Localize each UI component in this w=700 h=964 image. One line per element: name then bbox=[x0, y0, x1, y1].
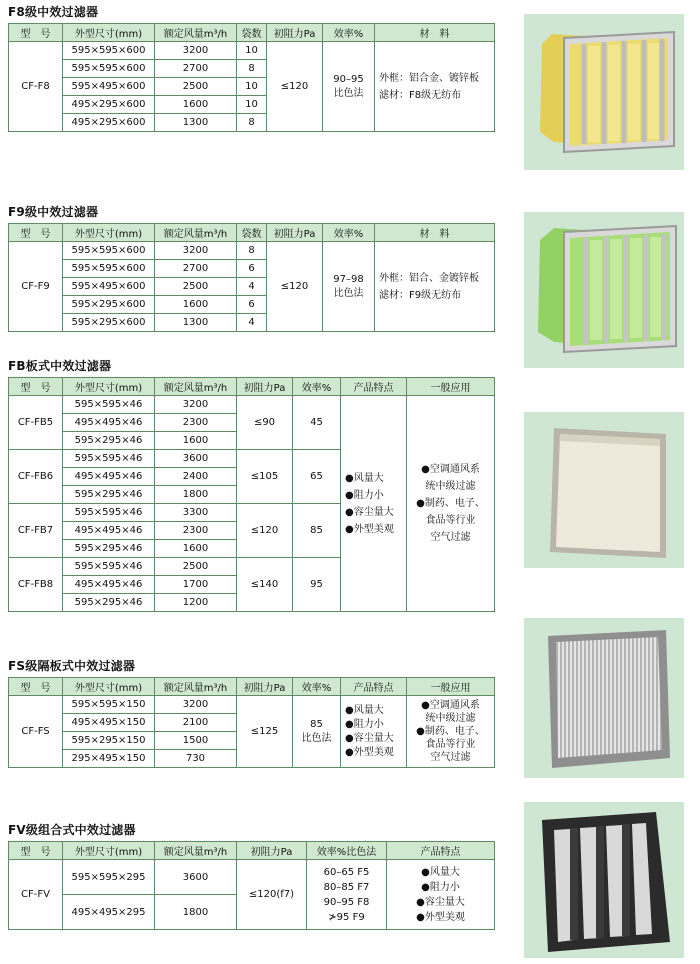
f9-section bbox=[8, 204, 495, 332]
resistance-cell: ≤120 bbox=[237, 504, 293, 558]
size-cell: 595×495×600 bbox=[63, 278, 155, 296]
header-flow: 额定风量m³/h bbox=[155, 842, 237, 860]
size-cell: 495×495×46 bbox=[63, 414, 155, 432]
size-cell: 595×295×600 bbox=[63, 314, 155, 332]
feature-item: ●外型美观 bbox=[345, 746, 394, 758]
efficiency-item: 90–95 F8 bbox=[323, 896, 370, 908]
size-cell: 495×295×600 bbox=[63, 96, 155, 114]
flow-cell: 3300 bbox=[155, 504, 237, 522]
resistance-cell: ≤105 bbox=[237, 450, 293, 504]
efficiency-value: 97–98 bbox=[333, 273, 364, 285]
application-item: 食品等行业 bbox=[425, 515, 476, 526]
flow-cell: 1200 bbox=[155, 594, 237, 612]
feature-item: ●风量大 bbox=[421, 866, 460, 878]
flow-cell: 1300 bbox=[155, 114, 237, 132]
efficiency-value: 90–95 bbox=[333, 73, 364, 85]
size-cell: 595×595×600 bbox=[63, 42, 155, 60]
flow-cell: 1500 bbox=[155, 732, 237, 750]
header-applications: 一般应用 bbox=[407, 378, 495, 396]
fs-title: FS级隔板式中效过滤器 bbox=[8, 659, 136, 673]
flow-cell: 1800 bbox=[155, 486, 237, 504]
features-cell bbox=[341, 696, 407, 768]
resistance-cell: ≤125 bbox=[237, 696, 293, 768]
resistance-cell: ≤120(f7) bbox=[237, 860, 307, 930]
fv-table bbox=[8, 841, 495, 930]
size-cell: 595×295×600 bbox=[63, 296, 155, 314]
feature-item: ●阻力小 bbox=[345, 718, 384, 730]
size-cell: 595×295×46 bbox=[63, 594, 155, 612]
size-cell: 595×295×46 bbox=[63, 486, 155, 504]
flow-cell: 1300 bbox=[155, 314, 237, 332]
size-cell: 595×595×150 bbox=[63, 696, 155, 714]
header-size: 外型尺寸(mm) bbox=[63, 24, 155, 42]
header-features: 产品特点 bbox=[341, 378, 407, 396]
efficiency-cell: 45 bbox=[293, 396, 341, 450]
fs-header-row bbox=[9, 678, 495, 696]
model-cell: CF-FB6 bbox=[9, 450, 63, 504]
table-row bbox=[9, 242, 495, 260]
header-resistance: 初阻力Pa bbox=[267, 24, 323, 42]
efficiency-cell bbox=[323, 242, 375, 332]
feature-item: ●外型美观 bbox=[416, 911, 465, 923]
flow-cell: 2300 bbox=[155, 522, 237, 540]
flow-cell: 3600 bbox=[155, 450, 237, 468]
features-cell bbox=[341, 396, 407, 612]
fb-header-row bbox=[9, 378, 495, 396]
flow-cell: 1600 bbox=[155, 540, 237, 558]
efficiency-item: ≯95 F9 bbox=[328, 911, 365, 923]
bags-cell: 6 bbox=[237, 260, 267, 278]
header-features: 产品特点 bbox=[387, 842, 495, 860]
material-frame: 外框：铝合金、镀锌板 bbox=[379, 72, 479, 84]
efficiency-cell: 95 bbox=[293, 558, 341, 612]
size-cell: 595×595×46 bbox=[63, 504, 155, 522]
fs-table bbox=[8, 677, 495, 768]
header-resistance: 初阻力Pa bbox=[237, 378, 293, 396]
bags-cell: 10 bbox=[237, 96, 267, 114]
model-cell: CF-FB7 bbox=[9, 504, 63, 558]
header-applications: 一般应用 bbox=[407, 678, 495, 696]
header-resistance: 初阻力Pa bbox=[237, 842, 307, 860]
header-efficiency: 效率% bbox=[323, 224, 375, 242]
material-cell bbox=[375, 42, 495, 132]
header-model: 型 号 bbox=[9, 24, 63, 42]
application-item: 空气过滤 bbox=[430, 532, 471, 543]
fv-combined-filter-image bbox=[524, 802, 684, 958]
fv-header-row bbox=[9, 842, 495, 860]
efficiency-method: 比色法 bbox=[301, 732, 332, 744]
size-cell: 595×595×600 bbox=[63, 260, 155, 278]
header-efficiency: 效率% bbox=[293, 678, 341, 696]
efficiency-method: 比色法 bbox=[333, 287, 364, 299]
resistance-cell: ≤140 bbox=[237, 558, 293, 612]
material-media: 滤材：F9级无纺布 bbox=[379, 289, 462, 301]
bags-cell: 10 bbox=[237, 42, 267, 60]
efficiency-value: 85 bbox=[310, 718, 323, 730]
size-cell: 595×595×46 bbox=[63, 396, 155, 414]
size-cell: 495×295×600 bbox=[63, 114, 155, 132]
efficiency-cell bbox=[323, 42, 375, 132]
bags-cell: 6 bbox=[237, 296, 267, 314]
header-model: 型 号 bbox=[9, 842, 63, 860]
header-material: 材 料 bbox=[375, 224, 495, 242]
header-flow: 额定风量m³/h bbox=[155, 224, 237, 242]
fs-separator-filter-image bbox=[524, 618, 684, 778]
f9-bag-filter-icon bbox=[524, 212, 684, 368]
bags-cell: 8 bbox=[237, 242, 267, 260]
feature-item: ●外型美观 bbox=[345, 523, 394, 535]
flow-cell: 3200 bbox=[155, 242, 237, 260]
header-size: 外型尺寸(mm) bbox=[63, 678, 155, 696]
model-cell: CF-F8 bbox=[9, 42, 63, 132]
material-cell bbox=[375, 242, 495, 332]
header-bags: 袋数 bbox=[237, 24, 267, 42]
size-cell: 595×295×46 bbox=[63, 540, 155, 558]
fs-separator-filter-icon bbox=[524, 618, 684, 778]
f8-table bbox=[8, 23, 495, 132]
header-bags: 袋数 bbox=[237, 224, 267, 242]
material-frame: 外框：铝合、金镀锌板 bbox=[379, 272, 479, 284]
f9-header-row bbox=[9, 224, 495, 242]
model-cell: CF-FB8 bbox=[9, 558, 63, 612]
features-cell bbox=[387, 860, 495, 930]
feature-item: ●容尘量大 bbox=[345, 732, 394, 744]
feature-item: ●风量大 bbox=[345, 704, 384, 716]
size-cell: 595×595×600 bbox=[63, 60, 155, 78]
flow-cell: 1700 bbox=[155, 576, 237, 594]
fb-panel-filter-icon bbox=[524, 412, 684, 568]
application-item: 空气过滤 bbox=[430, 752, 471, 763]
flow-cell: 2500 bbox=[155, 558, 237, 576]
feature-item: ●风量大 bbox=[345, 472, 384, 484]
size-cell: 495×495×46 bbox=[63, 522, 155, 540]
applications-cell bbox=[407, 696, 495, 768]
flow-cell: 2700 bbox=[155, 260, 237, 278]
feature-item: ●容尘量大 bbox=[345, 506, 394, 518]
application-item: 统中级过滤 bbox=[425, 713, 476, 724]
material-media: 滤材：F8级无纺布 bbox=[379, 89, 462, 101]
size-cell: 595×595×46 bbox=[63, 558, 155, 576]
feature-item: ●容尘量大 bbox=[416, 896, 465, 908]
header-model: 型 号 bbox=[9, 678, 63, 696]
bags-cell: 4 bbox=[237, 314, 267, 332]
applications-cell bbox=[407, 396, 495, 612]
table-row bbox=[9, 396, 495, 414]
flow-cell: 1800 bbox=[155, 895, 237, 930]
application-item: ●空调通风系 bbox=[421, 464, 480, 475]
header-resistance: 初阻力Pa bbox=[267, 224, 323, 242]
bags-cell: 4 bbox=[237, 278, 267, 296]
flow-cell: 730 bbox=[155, 750, 237, 768]
header-flow: 额定风量m³/h bbox=[155, 378, 237, 396]
size-cell: 595×595×600 bbox=[63, 242, 155, 260]
flow-cell: 1600 bbox=[155, 296, 237, 314]
bags-cell: 10 bbox=[237, 78, 267, 96]
f8-bag-filter-image bbox=[524, 14, 684, 170]
header-efficiency: 效率% bbox=[323, 24, 375, 42]
header-model: 型 号 bbox=[9, 378, 63, 396]
fv-combined-filter-icon bbox=[524, 802, 684, 958]
application-item: ●空调通风系 bbox=[421, 700, 480, 711]
f9-title: F9级中效过滤器 bbox=[8, 205, 99, 219]
header-size: 外型尺寸(mm) bbox=[63, 842, 155, 860]
size-cell: 495×495×150 bbox=[63, 714, 155, 732]
size-cell: 595×295×150 bbox=[63, 732, 155, 750]
table-row bbox=[9, 696, 495, 714]
flow-cell: 2500 bbox=[155, 278, 237, 296]
size-cell: 595×295×46 bbox=[63, 432, 155, 450]
size-cell: 495×495×295 bbox=[63, 895, 155, 930]
fb-title: FB板式中效过滤器 bbox=[8, 359, 112, 373]
header-model: 型 号 bbox=[9, 224, 63, 242]
f8-bag-filter-icon bbox=[524, 14, 684, 170]
application-item: ●制药、电子、 bbox=[416, 498, 485, 509]
f9-bag-filter-image bbox=[524, 212, 684, 368]
flow-cell: 3200 bbox=[155, 396, 237, 414]
fv-title: FV级组合式中效过滤器 bbox=[8, 823, 136, 837]
efficiency-cell: 85 bbox=[293, 504, 341, 558]
size-cell: 495×495×46 bbox=[63, 468, 155, 486]
efficiency-cell: 65 bbox=[293, 450, 341, 504]
model-cell: CF-FB5 bbox=[9, 396, 63, 450]
efficiency-cell bbox=[307, 860, 387, 930]
f8-header-row bbox=[9, 24, 495, 42]
fb-panel-filter-image bbox=[524, 412, 684, 568]
flow-cell: 2700 bbox=[155, 60, 237, 78]
size-cell: 595×495×600 bbox=[63, 78, 155, 96]
flow-cell: 2300 bbox=[155, 414, 237, 432]
application-item: ●制药、电子、 bbox=[416, 726, 485, 737]
flow-cell: 1600 bbox=[155, 96, 237, 114]
fb-section bbox=[8, 358, 495, 612]
flow-cell: 2500 bbox=[155, 78, 237, 96]
size-cell: 495×495×46 bbox=[63, 576, 155, 594]
feature-item: ●阻力小 bbox=[345, 489, 384, 501]
flow-cell: 2100 bbox=[155, 714, 237, 732]
table-row bbox=[9, 42, 495, 60]
header-resistance: 初阻力Pa bbox=[237, 678, 293, 696]
efficiency-cell bbox=[293, 696, 341, 768]
application-item: 统中级过滤 bbox=[425, 481, 476, 492]
application-item: 食品等行业 bbox=[425, 739, 476, 750]
table-row bbox=[9, 860, 495, 895]
efficiency-item: 80–85 F7 bbox=[323, 881, 370, 893]
model-cell: CF-F9 bbox=[9, 242, 63, 332]
resistance-cell: ≤120 bbox=[267, 242, 323, 332]
fs-section bbox=[8, 658, 495, 768]
efficiency-item: 60–65 F5 bbox=[323, 866, 370, 878]
model-cell: CF-FV bbox=[9, 860, 63, 930]
header-material: 材 料 bbox=[375, 24, 495, 42]
size-cell: 595×595×295 bbox=[63, 860, 155, 895]
header-size: 外型尺寸(mm) bbox=[63, 378, 155, 396]
resistance-cell: ≤90 bbox=[237, 396, 293, 450]
header-features: 产品特点 bbox=[341, 678, 407, 696]
model-cell: CF-FS bbox=[9, 696, 63, 768]
fv-section bbox=[8, 822, 495, 930]
size-cell: 595×595×46 bbox=[63, 450, 155, 468]
bags-cell: 8 bbox=[237, 114, 267, 132]
feature-item: ●阻力小 bbox=[421, 881, 460, 893]
header-size: 外型尺寸(mm) bbox=[63, 224, 155, 242]
size-cell: 295×495×150 bbox=[63, 750, 155, 768]
flow-cell: 3200 bbox=[155, 42, 237, 60]
header-flow: 额定风量m³/h bbox=[155, 24, 237, 42]
f8-title: F8级中效过滤器 bbox=[8, 5, 99, 19]
flow-cell: 3600 bbox=[155, 860, 237, 895]
f9-table bbox=[8, 223, 495, 332]
header-flow: 额定风量m³/h bbox=[155, 678, 237, 696]
flow-cell: 2400 bbox=[155, 468, 237, 486]
resistance-cell: ≤120 bbox=[267, 42, 323, 132]
f8-section bbox=[8, 4, 495, 132]
header-efficiency: 效率%比色法 bbox=[307, 842, 387, 860]
bags-cell: 8 bbox=[237, 60, 267, 78]
efficiency-method: 比色法 bbox=[333, 87, 364, 99]
fb-table bbox=[8, 377, 495, 612]
flow-cell: 1600 bbox=[155, 432, 237, 450]
flow-cell: 3200 bbox=[155, 696, 237, 714]
header-efficiency: 效率% bbox=[293, 378, 341, 396]
